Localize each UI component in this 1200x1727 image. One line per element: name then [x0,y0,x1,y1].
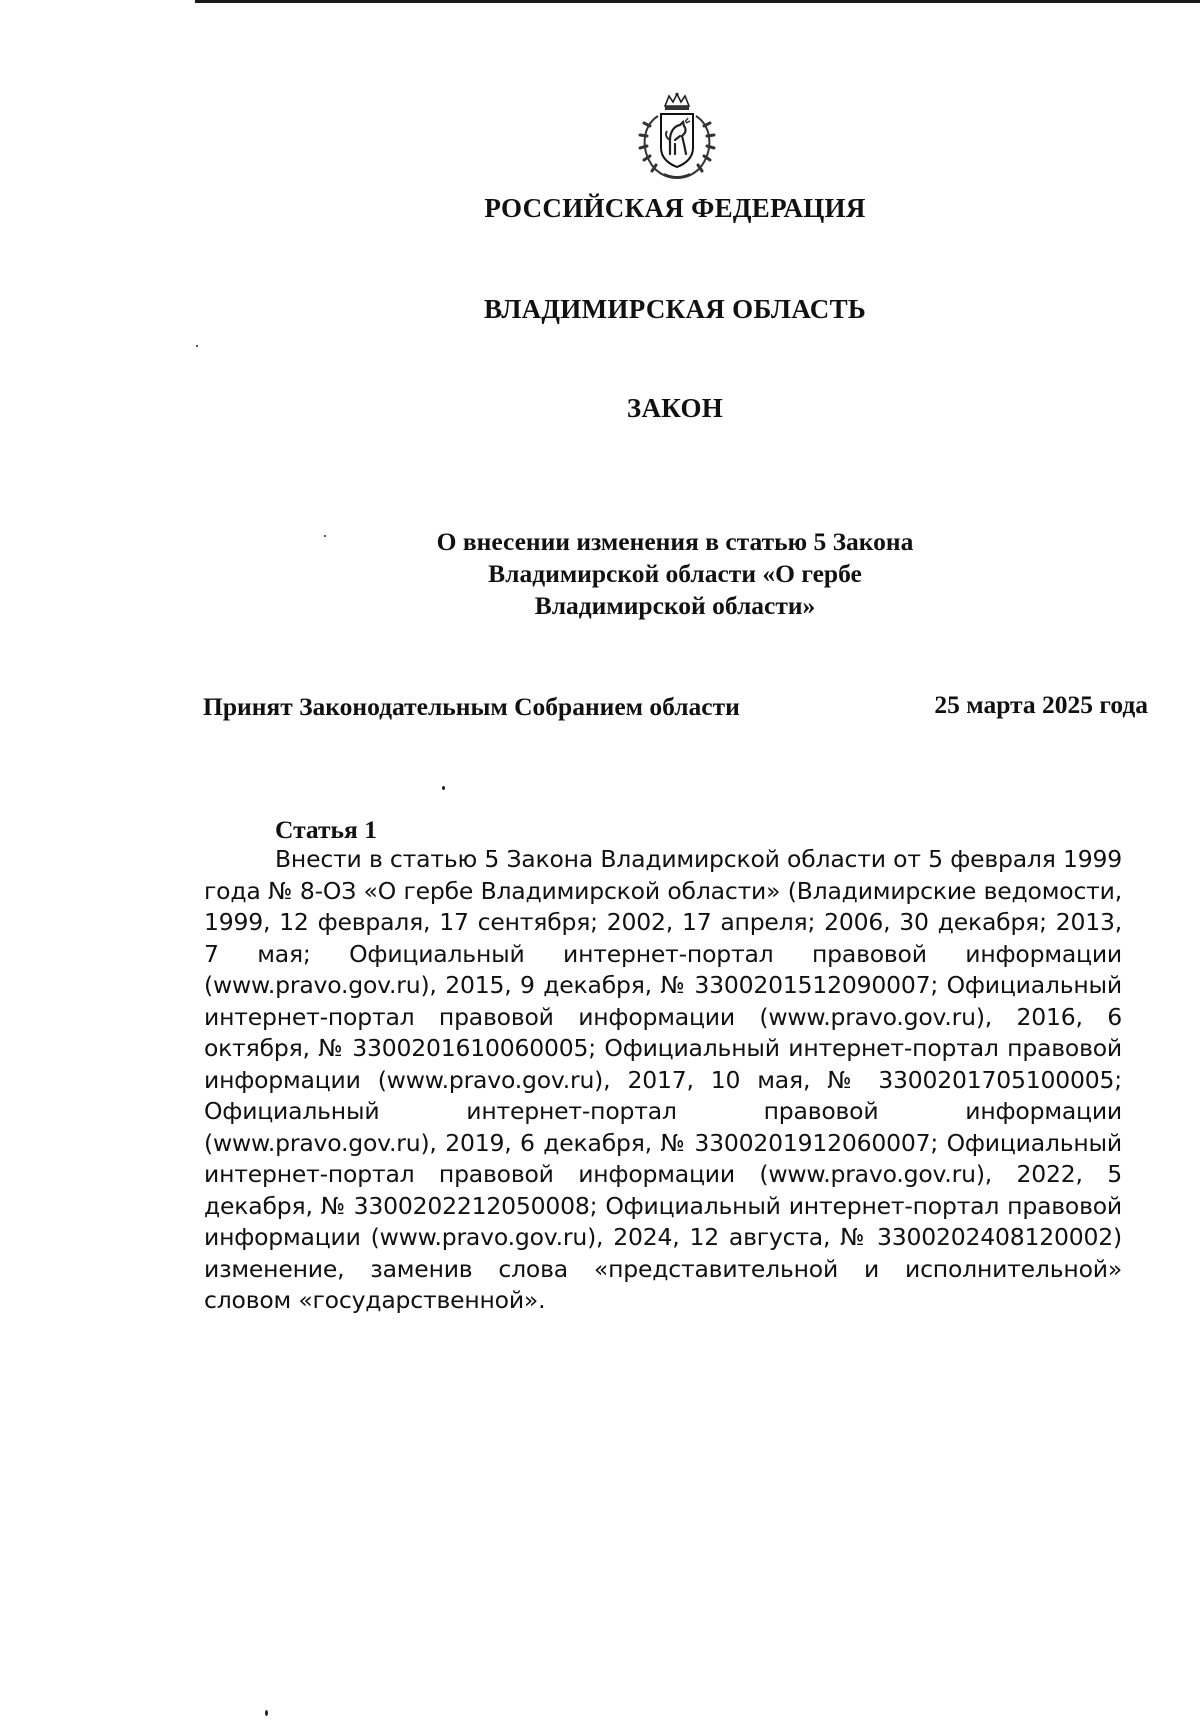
law-title-line: О внесении изменения в статью 5 Закона [436,527,914,556]
article-heading: Статья 1 [275,815,377,844]
law-title [395,526,955,622]
scan-speck [324,535,326,537]
scan-speck [196,345,198,347]
region-heading: ВЛАДИМИРСКАЯ ОБЛАСТЬ [483,294,867,324]
scan-top-edge [195,0,1200,3]
article-body: Внести в статью 5 Закона Владимирской области от 5 февраля 1999 года № 8-ОЗ «О гербе Владимирской области» (Владимирские ведомости, 1999, 12 февраля, 17 сентября; 2002, 17 апреля; 2006, 30 декабря; 2013, 7 мая; Официальный интернет-портал правовой информации (www.pravo.gov.ru), 2015, 9 декабря, № 3300201512090007; Официальный интернет-портал правовой информации (www.pravo.gov.ru), 2016, 6 октября, № 3300201610060005; Официальный интернет-портал правовой информации (www.pravo.gov.ru), 2017, 10 мая, № 3300201705100005; Официальный интернет-портал правовой информации (www.pravo.gov.ru), 2019, 6 декабря, № 3300201912060007; Официальный интернет-портал правовой информации (www.pravo.gov.ru), 2022, 5 декабря, № 3300202212050008; Официальный интернет-портал правовой информации (www.pravo.gov.ru), 2024, 12 августа, № 3300202408120002) изменение, заменив слова «представительной и исполнительной» словом «государственной». [204,845,1122,1314]
law-title-line: Владимирской области» [534,591,816,620]
document-type-heading: ЗАКОН [626,393,724,423]
law-title-line: Владимирской области «О гербе [488,559,862,588]
adoption-date: 25 марта 2025 года [934,690,1148,719]
adoption-statement: Принят Законодательным Собранием области [203,692,740,721]
scan-speck [442,786,445,790]
coat-of-arms-icon [628,92,726,182]
scan-speck [265,1710,268,1716]
country-heading: РОССИЙСКАЯ ФЕДЕРАЦИЯ [484,193,866,223]
